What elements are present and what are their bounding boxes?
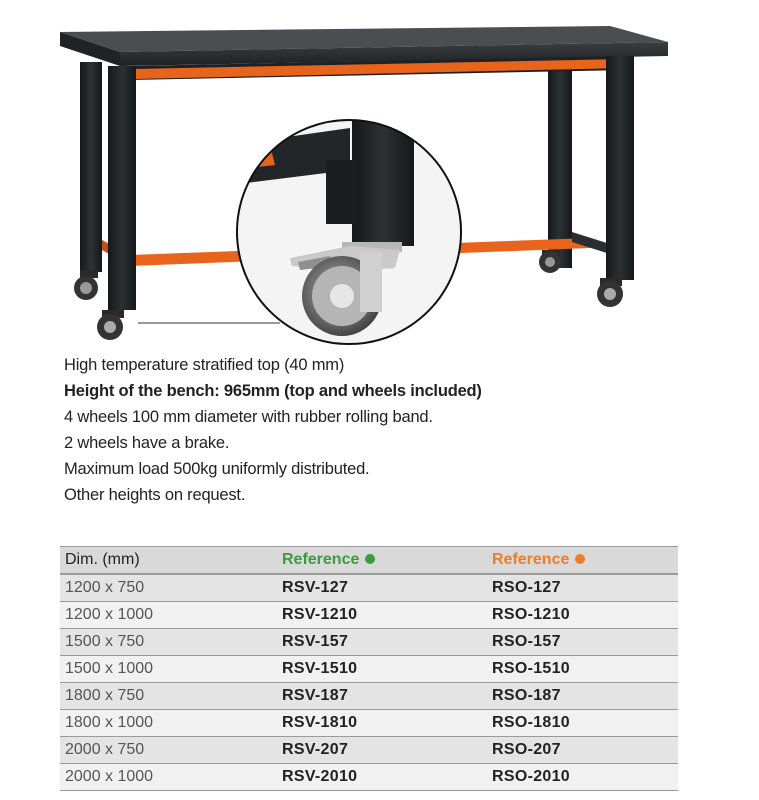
header-reference-orange	[487, 547, 678, 575]
cell-reference-green: RSV-2010	[277, 764, 487, 791]
cell-reference-orange: RSO-157	[487, 629, 678, 656]
header-reference-green	[277, 547, 487, 575]
table-row	[60, 764, 678, 791]
cell-reference-green: RSV-187	[277, 683, 487, 710]
table-row	[60, 710, 678, 737]
table-row	[60, 683, 678, 710]
header-reference-orange-label: Reference	[492, 551, 570, 568]
cell-reference-orange: RSO-2010	[487, 764, 678, 791]
cell-reference-orange: RSO-207	[487, 737, 678, 764]
spec-wheels: 4 wheels 100 mm diameter with rubber rolling band.	[64, 408, 433, 426]
cell-reference-green: RSV-1210	[277, 602, 487, 629]
cell-reference-orange: RSO-187	[487, 683, 678, 710]
spec-max-load: Maximum load 500kg uniformly distributed.	[64, 460, 370, 478]
reference-table	[60, 546, 678, 791]
orange-dot-icon	[575, 554, 585, 564]
spec-brake: 2 wheels have a brake.	[64, 434, 230, 452]
green-dot-icon	[365, 554, 375, 564]
table-row	[60, 602, 678, 629]
table-row	[60, 656, 678, 683]
table-row	[60, 629, 678, 656]
cell-reference-orange: RSO-1810	[487, 710, 678, 737]
cell-reference-green: RSV-1810	[277, 710, 487, 737]
header-dimension: Dim. (mm)	[60, 547, 277, 575]
cell-dimension: 1200 x 1000	[60, 602, 277, 629]
cell-reference-green: RSV-1510	[277, 656, 487, 683]
cell-reference-green: RSV-127	[277, 574, 487, 602]
cell-dimension: 1500 x 1000	[60, 656, 277, 683]
cell-reference-green: RSV-157	[277, 629, 487, 656]
spec-other-heights: Other heights on request.	[64, 486, 246, 504]
cell-reference-green: RSV-207	[277, 737, 487, 764]
cell-dimension: 1200 x 750	[60, 574, 277, 602]
cell-dimension: 2000 x 1000	[60, 764, 277, 791]
table-row	[60, 574, 678, 602]
table-row	[60, 737, 678, 764]
workbench-image	[0, 0, 759, 345]
cell-dimension: 1800 x 1000	[60, 710, 277, 737]
cell-dimension: 2000 x 750	[60, 737, 277, 764]
header-reference-green-label: Reference	[282, 551, 360, 568]
spec-height: Height of the bench: 965mm (top and wheels included)	[64, 382, 482, 400]
cell-reference-orange: RSO-1510	[487, 656, 678, 683]
table-header-row	[60, 547, 678, 575]
spec-top: High temperature stratified top (40 mm)	[64, 356, 345, 374]
spec-list	[64, 352, 724, 508]
cell-dimension: 1500 x 750	[60, 629, 277, 656]
cell-dimension: 1800 x 750	[60, 683, 277, 710]
cell-reference-orange: RSO-1210	[487, 602, 678, 629]
cell-reference-orange: RSO-127	[487, 574, 678, 602]
